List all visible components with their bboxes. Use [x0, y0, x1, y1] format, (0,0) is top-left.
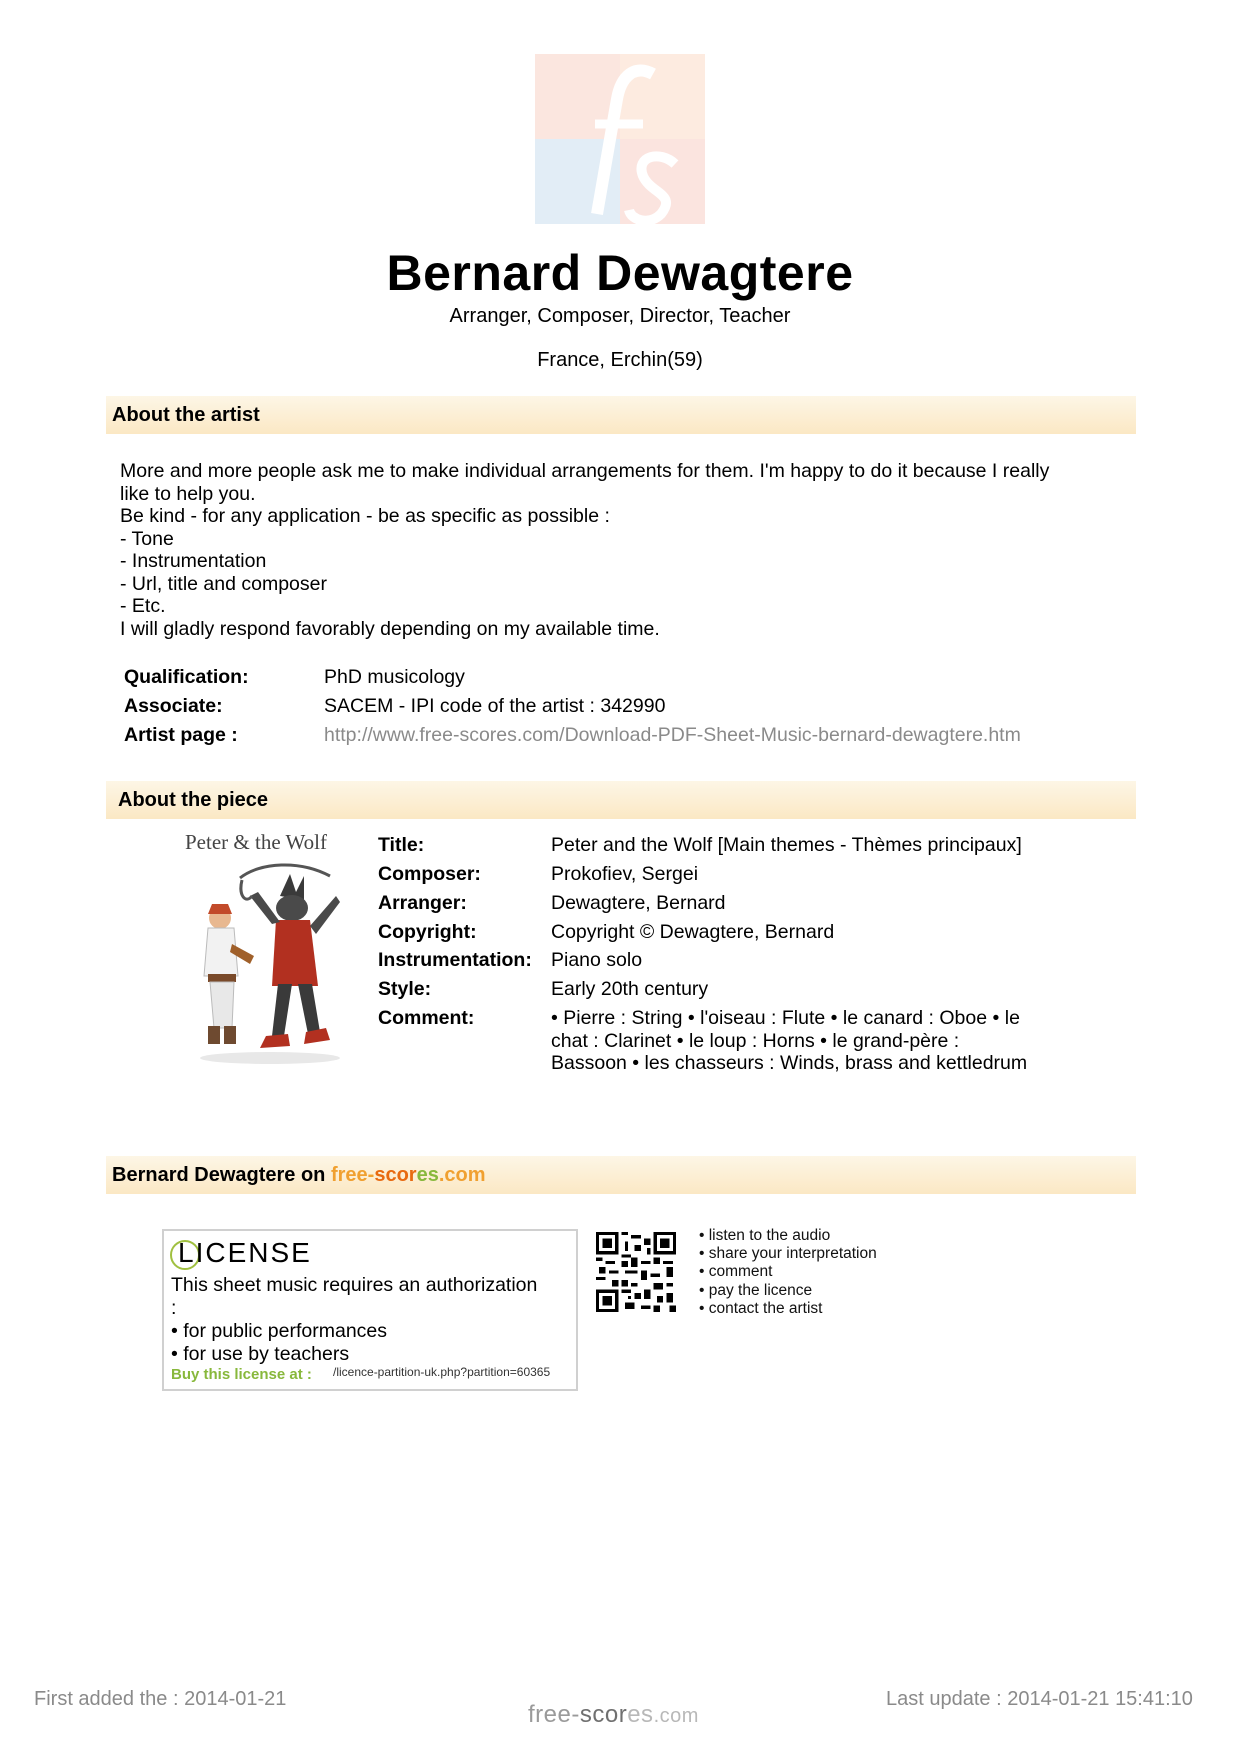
footer-brand-part: es	[627, 1701, 654, 1728]
license-line: • for public performances	[171, 1320, 388, 1342]
feature-item: • pay the licence	[699, 1281, 813, 1299]
artist-page-label: Artist page :	[124, 724, 238, 746]
features-list	[699, 1227, 877, 1318]
associate-value: SACEM - IPI code of the artist : 342990	[324, 695, 666, 717]
copyright-value: Copyright © Dewagtere, Bernard	[551, 921, 835, 943]
free-scores-logo	[535, 54, 705, 224]
piece-cover-image	[180, 828, 360, 1068]
bio-line: - Etc.	[120, 595, 166, 617]
artist-location: France, Erchin(59)	[537, 349, 703, 371]
first-added-date: First added the : 2014-01-21	[34, 1688, 287, 1710]
comment-label: Comment:	[378, 1007, 475, 1029]
license-title-rest: ICENSE	[195, 1237, 312, 1268]
on-free-scores-header	[106, 1156, 1136, 1194]
arranger-value: Dewagtere, Bernard	[551, 892, 726, 914]
arranger-label: Arranger:	[378, 892, 467, 914]
bio-line: - Url, title and composer	[120, 572, 327, 595]
comment-value	[551, 1007, 1071, 1075]
artist-name: Bernard Dewagtere	[386, 245, 854, 301]
composer-label: Composer:	[378, 863, 481, 885]
brand-part: .com	[438, 1164, 486, 1186]
brand-part: ree-	[337, 1164, 375, 1186]
last-update-date: Last update : 2014-01-21 15:41:10	[886, 1688, 1193, 1710]
brand-part: es	[416, 1164, 439, 1186]
feature-item: • contact the artist	[699, 1299, 823, 1317]
artist-roles: Arranger, Composer, Director, Teacher	[449, 305, 791, 327]
artist-bio	[120, 460, 1120, 640]
instrumentation-value: Piano solo	[551, 949, 643, 971]
bio-line: I will gladly respond favorably depending on my available time.	[120, 617, 660, 640]
artist-page-link[interactable]: http://www.free-scores.com/Download-PDF-Sheet-Music-bernard-dewagtere.htm	[324, 724, 1021, 746]
qualification-label: Qualification:	[124, 666, 249, 688]
on-free-scores-prefix: Bernard Dewagtere on	[112, 1164, 331, 1186]
feature-item: • comment	[699, 1263, 773, 1281]
comment-line: Bassoon • les chasseurs : Winds, brass and kettledrum	[551, 1052, 1028, 1074]
composer-value: Prokofiev, Sergei	[551, 863, 699, 885]
style-label: Style:	[378, 978, 432, 1000]
license-line: • for use by teachers	[171, 1343, 350, 1365]
instrumentation-label: Instrumentation:	[378, 949, 532, 971]
bio-line: - Instrumentation	[120, 550, 267, 572]
comment-line: chat : Clarinet • le loup : Horns • le grand-père :	[551, 1029, 960, 1052]
brand-link[interactable]	[331, 1164, 486, 1186]
feature-item: • listen to the audio	[699, 1227, 831, 1244]
brand-part: f	[330, 1164, 338, 1186]
qualification-value: PhD musicology	[324, 666, 465, 688]
about-piece-header: About the piece	[106, 781, 1136, 819]
title-label: Title:	[378, 834, 425, 856]
bio-line: More and more people ask me to make individual arrangements for them. I'm happy to do it because I really	[120, 460, 1050, 482]
footer-brand-logo	[528, 1701, 699, 1729]
license-line: :	[171, 1297, 177, 1319]
qr-code-icon[interactable]	[596, 1232, 676, 1312]
license-title	[170, 1237, 312, 1269]
footer-brand-part: free-	[528, 1701, 580, 1728]
cover-title: Peter & the Wolf	[185, 830, 327, 854]
footer-brand-part: .com	[653, 1705, 699, 1727]
license-text	[171, 1274, 571, 1366]
comment-line: • Pierre : String • l'oiseau : Flute • le canard : Oboe • le	[551, 1007, 1020, 1029]
bio-line: like to help you.	[120, 482, 256, 505]
peter-wolf-illustration	[180, 856, 360, 1066]
style-value: Early 20th century	[551, 978, 709, 1000]
bio-line: - Tone	[120, 527, 174, 550]
footer-brand-part: scor	[579, 1701, 628, 1728]
copyright-label: Copyright:	[378, 921, 477, 943]
associate-label: Associate:	[124, 695, 223, 717]
buy-license-label: Buy this license at :	[171, 1366, 312, 1383]
license-line: This sheet music requires an authorization	[171, 1274, 538, 1296]
buy-license-link[interactable]: /licence-partition-uk.php?partition=60365	[333, 1365, 551, 1379]
bio-line: Be kind - for any application - be as specific as possible :	[120, 505, 610, 527]
about-artist-header: About the artist	[106, 396, 1136, 434]
feature-item: • share your interpretation	[699, 1245, 877, 1263]
title-value: Peter and the Wolf [Main themes - Thèmes principaux]	[551, 834, 1022, 856]
brand-part: scor	[374, 1164, 417, 1186]
license-title-first: L	[178, 1237, 196, 1268]
